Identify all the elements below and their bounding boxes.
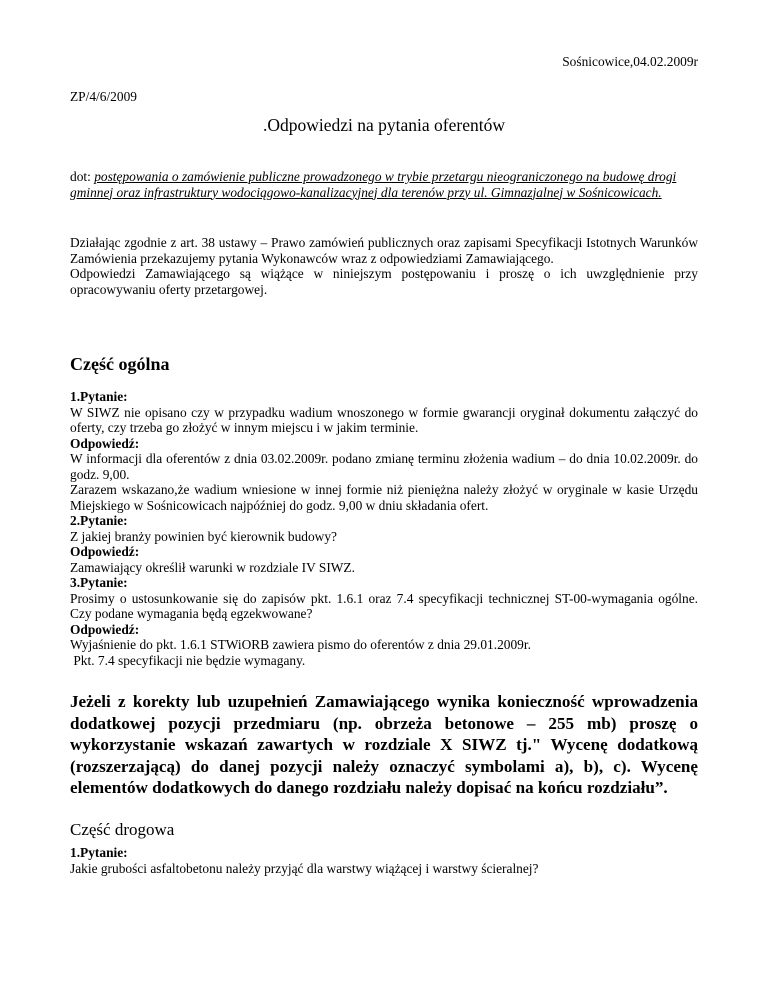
question-label: 2.Pytanie:	[70, 513, 128, 528]
section-heading-road: Część drogowa	[70, 820, 175, 839]
answer-text: W informacji dla oferentów z dnia 03.02.2009r. podano zmianę terminu złożenia wadium – do dnia 10.02.2009r. do godz. 9,00.	[70, 451, 698, 482]
question-text: W SIWZ nie opisano czy w przypadku wadium wnoszonego w formie gwarancji oryginał dokumentu załączyć do oferty, czy trzeba go złożyć w innym miejscu i w jakim terminie.	[70, 404, 698, 435]
question-label: 1.Pytanie:	[70, 389, 128, 404]
answer-text: Wyjaśnienie do pkt. 1.6.1 STWiORB zawiera pismo do oferentów z dnia 29.01.2009r.	[70, 637, 531, 652]
road-qa-list	[70, 845, 698, 876]
subject-text: postępowania o zamówienie publiczne prowadzonego w trybie przetargu nieograniczonego na budowę drogi gminnej oraz infrastruktury wodociągowo-kanalizacyjnej dla terenów przy ul. Gimnazjalnej w Sośnicowicach.	[70, 169, 677, 200]
answer-label: Odpowiedź:	[70, 435, 140, 451]
intro-paragraph: Działając zgodnie z art. 38 ustawy – Prawo zamówień publicznych oraz zapisami Specyfikacji Istotnych Warunków Zamówienia przekazujemy pytania Wykonawców wraz z odpowiedziami Zamawiającego.	[70, 235, 698, 266]
answer-text: Zamawiający określił warunki w rozdziale IV SIWZ.	[70, 559, 355, 575]
intro-section	[70, 235, 698, 297]
answer-text: Zarazem wskazano,że wadium wniesione w innej formie niż pieniężna należy złożyć w oryginale w kasie Urzędu Miejskiego w Sośnicowicach najpóźniej do godz. 9,00 w dniu składania ofert.	[70, 482, 698, 513]
document-date: Sośnicowice,04.02.2009r	[562, 54, 698, 69]
question-text: Jakie grubości asfaltobetonu należy przyjąć dla warstwy wiążącej i warstwy ścieralnej?	[70, 860, 539, 876]
question-text: Prosimy o ustosunkowanie się do zapisów pkt. 1.6.1 oraz 7.4 specyfikacji technicznej ST-00-wymagania ogólne. Czy podane wymagania będą egzekwowane?	[70, 590, 698, 621]
question-label: 3.Pytanie:	[70, 575, 128, 590]
intro-paragraph: Odpowiedzi Zamawiającego są wiążące w niniejszym postępowaniu i proszę o ich uwzględnienie przy opracowywaniu oferty przetargowej.	[70, 266, 698, 297]
answer-text: Pkt. 7.4 specyfikacji nie będzie wymagany.	[70, 652, 306, 668]
question-label: 1.Pytanie:	[70, 845, 128, 860]
answer-label: Odpowiedź:	[70, 544, 140, 559]
reference-number: ZP/4/6/2009	[70, 89, 137, 104]
subject-prefix: dot:	[70, 169, 95, 184]
section-heading-general: Część ogólna	[70, 354, 170, 374]
general-qa-list	[70, 389, 698, 668]
answer-label: Odpowiedź:	[70, 621, 140, 637]
page-title: .Odpowiedzi na pytania oferentów	[262, 115, 505, 135]
subject-line	[70, 169, 702, 200]
notice-paragraph: Jeżeli z korekty lub uzupełnień Zamawiającego wynika konieczność wprowadzenia dodatkowej pozycji przedmiaru (np. obrzeża betonowe – 255 mb) proszę o wykorzystanie wskazań zawartych w rozdziale X SIWZ tj." Wycenę dodatkową (rozszerzającą) do danej pozycji należy oznaczyć symbolami a), b), c). Wycenę elementów dodatkowych do danego rozdziału należy dopisać na końcu rozdziału”.	[70, 692, 698, 797]
question-text: Z jakiej branży powinien być kierownik budowy?	[70, 528, 337, 544]
